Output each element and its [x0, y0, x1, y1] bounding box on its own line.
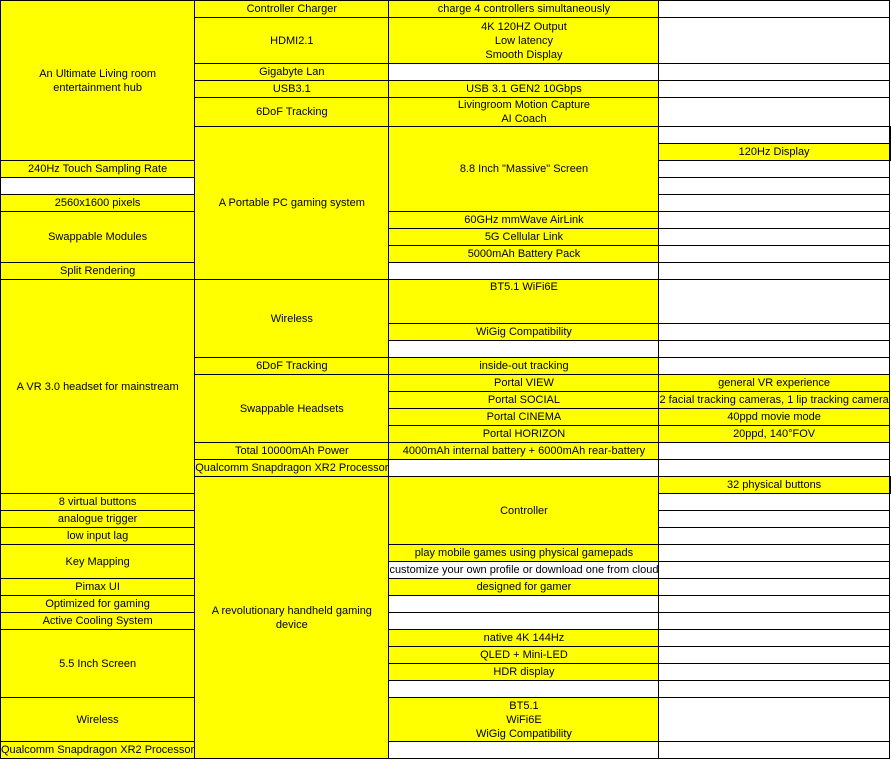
table-cell[interactable]: [659, 98, 889, 127]
table-cell[interactable]: [659, 324, 889, 341]
table-cell[interactable]: [1, 178, 195, 195]
table-cell[interactable]: [659, 528, 889, 545]
table-cell[interactable]: [889, 477, 890, 494]
table-cell[interactable]: [389, 613, 659, 630]
table-cell[interactable]: 2 facial tracking cameras, 1 lip tracking camera: [659, 392, 889, 409]
cell-line: AI Coach: [501, 113, 547, 125]
cell-line: Smooth Display: [485, 48, 563, 61]
table-cell[interactable]: [389, 263, 659, 280]
table-cell[interactable]: [659, 341, 889, 358]
table-row: [1, 613, 891, 630]
table-cell[interactable]: [659, 545, 889, 562]
table-cell[interactable]: 6DoF Tracking: [195, 98, 389, 127]
table-cell[interactable]: 60GHz mmWave AirLink: [389, 212, 659, 229]
table-cell[interactable]: charge 4 controllers simultaneously: [389, 1, 659, 18]
table-cell[interactable]: 5.5 Inch Screen: [1, 630, 195, 698]
table-row: [1, 263, 891, 280]
table-cell[interactable]: Controller Charger: [195, 1, 389, 18]
table-cell[interactable]: [659, 698, 889, 742]
table-cell[interactable]: Split Rendering: [1, 263, 195, 280]
cell-line: 4K 120HZ Output: [481, 20, 567, 33]
table-cell[interactable]: USB3.1: [195, 81, 389, 98]
table-cell[interactable]: [659, 494, 889, 511]
table-cell[interactable]: 20ppd, 140°FOV: [659, 426, 889, 443]
table-cell[interactable]: inside-out tracking: [389, 358, 659, 375]
table-cell[interactable]: [659, 460, 889, 477]
table-cell[interactable]: Pimax UI: [1, 579, 195, 596]
table-cell[interactable]: [389, 742, 659, 759]
cell-line: BT5.1: [509, 699, 539, 712]
table-cell[interactable]: 240Hz Touch Sampling Rate: [1, 161, 195, 178]
table-cell[interactable]: 6DoF Tracking: [195, 358, 389, 375]
table-cell[interactable]: [659, 81, 889, 98]
table-cell[interactable]: [389, 98, 659, 127]
table-row: [1, 1, 891, 18]
cell-line: WiGig Compatibility: [475, 727, 572, 740]
table-cell[interactable]: [659, 64, 889, 81]
table-cell[interactable]: [659, 664, 889, 681]
table-cell[interactable]: BT5.1 WiFi6E: [389, 280, 659, 324]
table-cell[interactable]: [389, 681, 659, 698]
table-cell[interactable]: [389, 460, 659, 477]
table-cell[interactable]: customize your own profile or download one from cloud: [389, 562, 659, 579]
table-cell[interactable]: 5000mAh Battery Pack: [389, 246, 659, 263]
table-cell[interactable]: USB 3.1 GEN2 10Gbps: [389, 81, 659, 98]
table-cell[interactable]: 120Hz Display: [659, 144, 889, 161]
table-cell[interactable]: [659, 358, 889, 375]
table-cell[interactable]: Qualcomm Snapdragon XR2 Processor: [1, 742, 195, 759]
table-cell[interactable]: [659, 579, 889, 596]
table-cell[interactable]: [659, 1, 889, 18]
table-cell[interactable]: Total 10000mAh Power: [195, 443, 389, 460]
table-cell[interactable]: 5G Cellular Link: [389, 229, 659, 246]
table-cell[interactable]: [659, 681, 889, 698]
table-cell[interactable]: 8 virtual buttons: [1, 494, 195, 511]
table-cell[interactable]: [659, 742, 889, 759]
cell-line: WiFi6E: [506, 713, 542, 726]
table-cell[interactable]: Optimized for gaming: [1, 596, 195, 613]
table-cell[interactable]: QLED + Mini-LED: [389, 647, 659, 664]
table-cell[interactable]: [659, 443, 889, 460]
table-cell[interactable]: analogue trigger: [1, 511, 195, 528]
table-row: [1, 579, 891, 596]
table-cell[interactable]: [389, 64, 659, 81]
table-cell[interactable]: [389, 698, 659, 742]
table-cell[interactable]: [659, 212, 889, 229]
table-cell[interactable]: [659, 263, 889, 280]
table-cell[interactable]: 4000mAh internal battery + 6000mAh rear-battery: [389, 443, 659, 460]
table-cell[interactable]: Portal VIEW: [389, 375, 659, 392]
table-cell[interactable]: [659, 511, 889, 528]
table-cell[interactable]: [659, 630, 889, 647]
table-cell[interactable]: [659, 18, 889, 64]
table-cell[interactable]: [659, 195, 889, 212]
table-cell[interactable]: play mobile games using physical gamepads: [389, 545, 659, 562]
table-cell[interactable]: [889, 144, 890, 161]
table-cell[interactable]: Portal CINEMA: [389, 409, 659, 426]
table-cell[interactable]: Controller: [389, 477, 659, 545]
table-cell[interactable]: general VR experience: [659, 375, 889, 392]
table-cell[interactable]: Portal HORIZON: [389, 426, 659, 443]
table-row: [1, 742, 891, 759]
table-cell[interactable]: Portal SOCIAL: [389, 392, 659, 409]
table-cell[interactable]: [659, 161, 889, 178]
table-cell[interactable]: [659, 647, 889, 664]
category-cell[interactable]: A revolutionary handheld gaming device: [195, 477, 389, 759]
table-cell[interactable]: Qualcomm Snapdragon XR2 Processor: [195, 460, 389, 477]
table-cell[interactable]: Swappable Modules: [1, 212, 195, 263]
table-cell[interactable]: Key Mapping: [1, 545, 195, 579]
table-cell[interactable]: WiGig Compatibility: [389, 324, 659, 341]
spreadsheet-body: [1, 1, 891, 759]
category-cell[interactable]: A VR 3.0 headset for mainstream: [1, 280, 195, 494]
table-cell[interactable]: [659, 246, 889, 263]
table-cell[interactable]: HDR display: [389, 664, 659, 681]
table-cell[interactable]: Wireless: [195, 280, 389, 358]
category-cell[interactable]: A Portable PC gaming system: [195, 127, 389, 280]
table-cell[interactable]: Gigabyte Lan: [195, 64, 389, 81]
table-cell[interactable]: [659, 178, 889, 195]
table-cell[interactable]: Swappable Headsets: [195, 375, 389, 443]
table-row: [1, 545, 891, 562]
table-cell[interactable]: HDMI2.1: [195, 18, 389, 64]
table-cell[interactable]: [389, 596, 659, 613]
table-row: [1, 596, 891, 613]
table-cell[interactable]: [389, 18, 659, 64]
table-cell[interactable]: 40ppd movie mode: [659, 409, 889, 426]
table-cell[interactable]: [389, 341, 659, 358]
table-cell[interactable]: designed for gamer: [389, 579, 659, 596]
table-cell[interactable]: 8.8 Inch "Massive" Screen: [389, 127, 659, 212]
table-cell[interactable]: [659, 229, 889, 246]
category-cell[interactable]: An Ultimate Living room entertainment hub: [1, 1, 195, 161]
table-cell[interactable]: [659, 613, 889, 630]
cell-line: Low latency: [494, 34, 553, 47]
table-cell[interactable]: Active Cooling System: [1, 613, 195, 630]
table-row: [1, 698, 891, 742]
table-cell[interactable]: 32 physical buttons: [659, 477, 889, 494]
table-row: [1, 630, 891, 647]
table-cell[interactable]: low input lag: [1, 528, 195, 545]
table-cell[interactable]: native 4K 144Hz: [389, 630, 659, 647]
table-cell[interactable]: Wireless: [1, 698, 195, 742]
table-cell[interactable]: [659, 127, 889, 144]
cell-line: Livingroom Motion Capture: [457, 99, 590, 111]
table-cell[interactable]: [659, 562, 889, 579]
table-row: [1, 280, 891, 324]
table-cell[interactable]: [659, 280, 889, 324]
table-row: [1, 212, 891, 229]
table-cell[interactable]: 2560x1600 pixels: [1, 195, 195, 212]
table-cell[interactable]: [659, 596, 889, 613]
table-cell[interactable]: [889, 127, 890, 144]
